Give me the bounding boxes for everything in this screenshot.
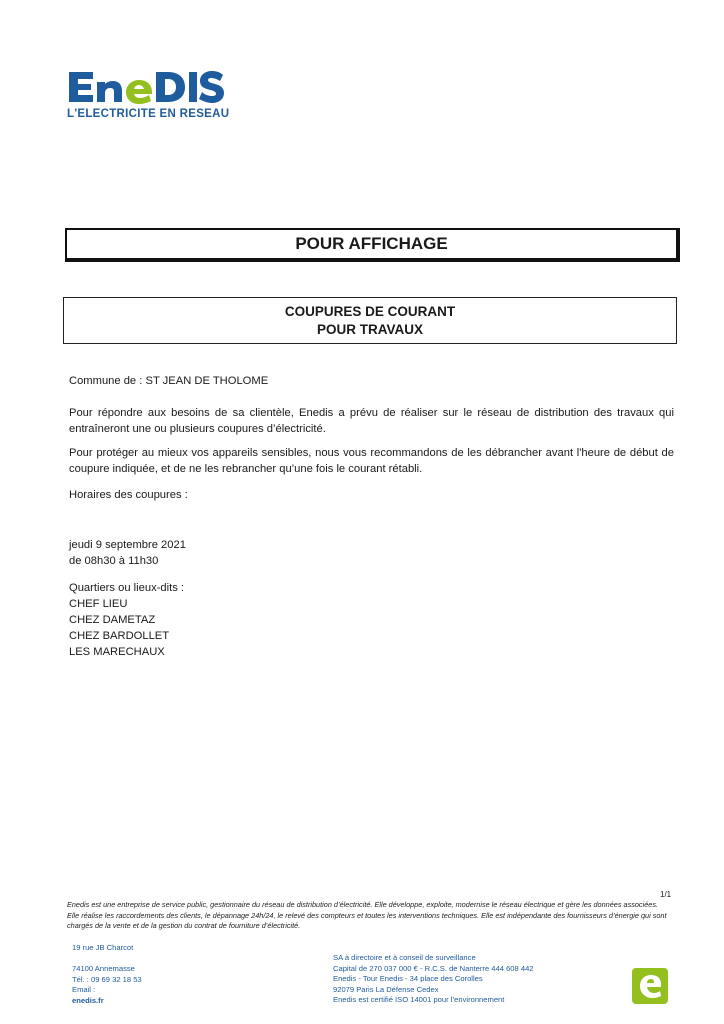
display-banner — [65, 228, 680, 262]
place-item: CHEF LIEU — [69, 598, 128, 610]
enedis-e-icon — [632, 968, 668, 1004]
banner-title: POUR AFFICHAGE — [295, 234, 448, 253]
intro-paragraph: Pour répondre aux besoins de sa clientèle, Enedis a prévu de réaliser sur le réseau de distribution des travaux qui entraîneront une ou plusieurs coupures d’électricité. — [69, 407, 674, 435]
places-heading: Quartiers ou lieux-dits : — [69, 582, 185, 594]
logo-tagline: L'ELECTRICITE EN RESEAU — [67, 108, 230, 120]
subject-line-2: POUR TRAVAUX — [316, 321, 423, 337]
place-item: CHEZ DAMETAZ — [69, 614, 156, 626]
company-line-4: 92079 Paris La Défense Cedex — [333, 984, 439, 994]
subject-box — [63, 297, 677, 344]
enedis-logo — [67, 68, 237, 120]
place-item: LES MARECHAUX — [69, 646, 165, 658]
email-line: Email : — [72, 985, 96, 994]
company-line-2: Capital de 270 037 000 € - R.C.S. de Nanterre 444 608 442 — [333, 963, 534, 973]
website-link[interactable]: enedis.fr — [72, 995, 104, 1005]
schedule-heading: Horaires des coupures : — [69, 489, 188, 501]
address-block-right — [333, 953, 534, 1006]
place-item: CHEZ BARDOLLET — [69, 630, 170, 642]
company-line-5: Enedis est certifié ISO 14001 pour l’environnement — [333, 995, 505, 1004]
outage-time: de 08h30 à 11h30 — [69, 555, 159, 567]
legal-notice: Enedis est une entreprise de service public, gestionnaire du réseau de distribution d’électricité. Elle développe, exploite, modernise le réseau électrique et gère les données associées. Elle réalise les raccordements des clients, le dépannage 24h/24, le relevé des compteurs et toutes les interventions techniques. Elle est indépendante des fournisseurs d’énergie qui sont chargés de la vente et de la gestion du contrat de fourniture d’électricité. — [67, 900, 667, 930]
city-line: 74100 Annemasse — [72, 964, 135, 973]
commune-line: Commune de : ST JEAN DE THOLOME — [69, 375, 269, 387]
page-number: 1/1 — [660, 890, 672, 899]
phone-line: Tél. : 09 69 32 18 53 — [72, 974, 142, 984]
enedis-wordmark-icon — [67, 68, 227, 106]
subject-line-1: COUPURES DE COURANT — [284, 303, 456, 319]
company-line-1: SA à directoire et à conseil de surveillance — [333, 953, 476, 962]
address-block-left — [72, 964, 142, 1006]
street-address: 19 rue JB Charcot — [72, 943, 134, 952]
outage-date: jeudi 9 septembre 2021 — [69, 539, 186, 551]
company-line-3: Enedis - Tour Enedis - 34 place des Corolles — [333, 974, 483, 983]
advice-paragraph: Pour protéger au mieux vos appareils sensibles, nous vous recommandons de les débrancher avant l'heure de début de coupure indiquée, et de ne les rebrancher qu’une fois le courant rétabli. — [69, 447, 674, 475]
